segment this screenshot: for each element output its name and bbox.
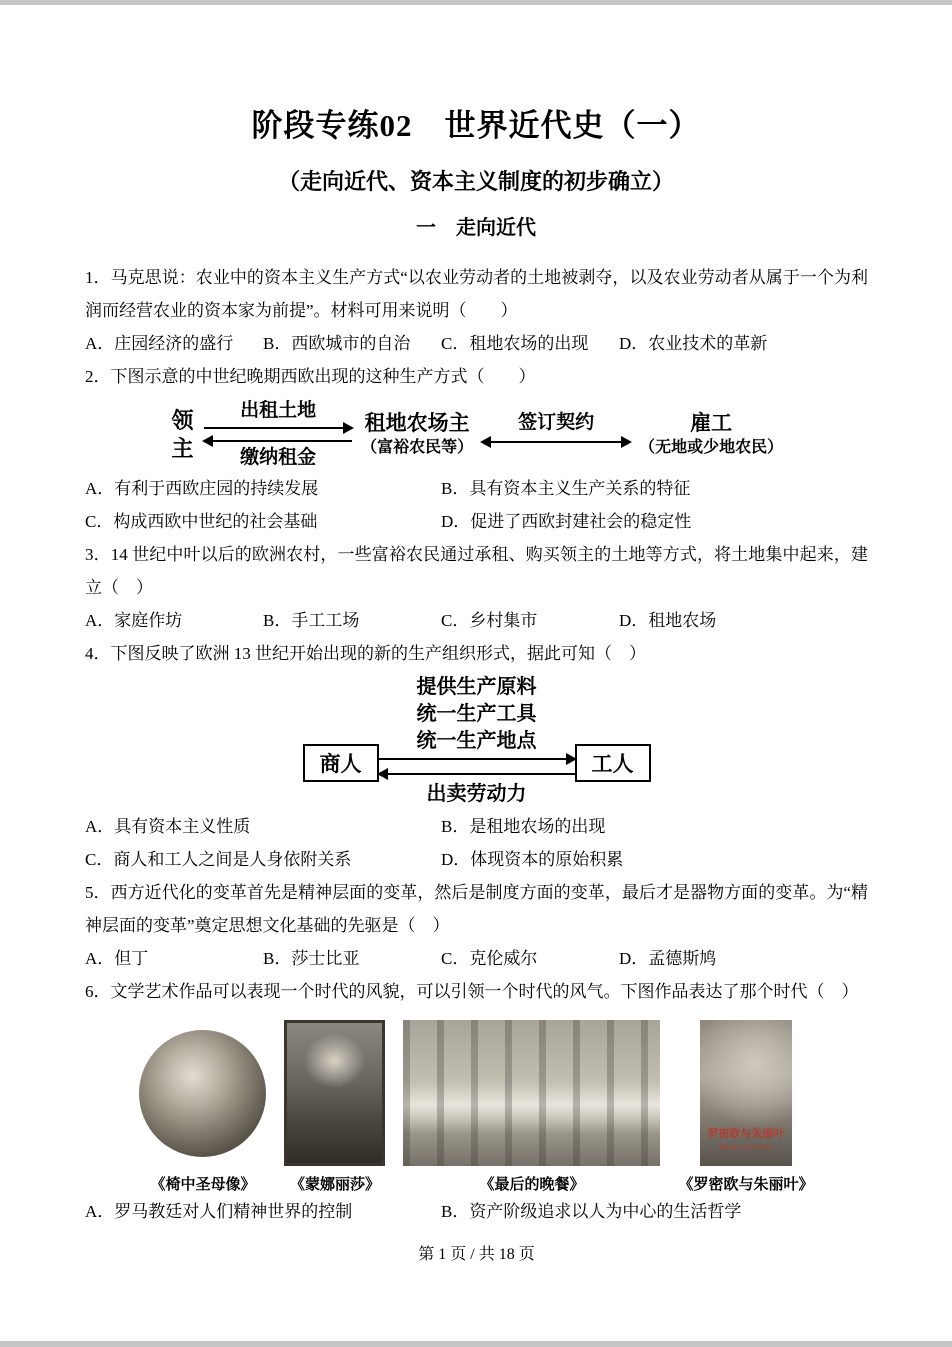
left-arrow-icon <box>204 440 352 442</box>
question-2 <box>85 360 868 538</box>
question-1-stem: 1．马克思说：农业中的资本主义生产方式“以农业劳动者的土地被剥夺，以及农业劳动者从属于一个为利润而经营农业的资本家为前提”。材料可用来说明（ ） <box>85 268 868 321</box>
question-2-options-row-2 <box>85 505 868 538</box>
right-arrow-icon <box>204 427 352 429</box>
last-supper-image <box>403 1020 660 1166</box>
artwork-caption: 《罗密欧与朱丽叶》 <box>678 1177 814 1194</box>
option-c: C．构成西欧中世纪的社会基础 <box>85 512 318 532</box>
exam-content <box>85 261 868 1267</box>
option-d: D．促进了西欧封建社会的稳定性 <box>441 512 692 532</box>
unified-place-label: 统一生产地点 <box>416 730 537 753</box>
sign-contract-label: 签订契约 <box>518 411 595 433</box>
option-c: C．租地农场的出现 <box>441 334 589 354</box>
hired-worker-label: 雇工 <box>690 411 733 436</box>
question-3-options <box>85 604 868 637</box>
diagram-lease-rent-arrows <box>204 399 352 470</box>
mona-lisa-image <box>284 1020 385 1166</box>
pay-rent-label: 缴纳租金 <box>240 447 317 469</box>
question-2-stem: 2．下图示意的中世纪晚期西欧出现的这种生产方式（ ） <box>85 367 536 387</box>
diagram-landlord-label: 领主 <box>171 408 194 461</box>
option-b: B．手工工场 <box>263 611 360 631</box>
diagram-farmer-node <box>361 410 473 459</box>
option-a: A．但丁 <box>85 949 149 969</box>
option-c: C．商人和工人之间是人身依附关系 <box>85 850 352 870</box>
artwork-caption: 《最后的晚餐》 <box>479 1177 585 1194</box>
option-b: B．资产阶级追求以人为中心的生活哲学 <box>441 1202 742 1222</box>
question-5-stem: 5．西方近代化的变革首先是精神层面的变革，然后是制度方面的变革，最后才是器物方面的变革。为“精神层面的变革”奠定思想文化基础的先驱是（ ） <box>85 883 868 936</box>
cover-title-text: 罗密欧与朱丽叶 <box>707 1128 785 1141</box>
artwork-romeo-and-juliet <box>678 1020 813 1195</box>
screen-edge-bottom <box>0 1341 952 1347</box>
question-3 <box>85 538 868 637</box>
artwork-mona-lisa <box>284 1020 385 1195</box>
question-3-stem: 3．14 世纪中叶以后的欧洲农村，一些富裕农民通过承租、购买领主的土地等方式，将土地集中起来，建立（ ） <box>85 545 868 598</box>
question-1-options <box>85 327 868 360</box>
option-c: C．乡村集市 <box>441 611 538 631</box>
question-1 <box>85 261 868 360</box>
tenant-farmer-label: 租地农场主 <box>364 411 470 436</box>
option-c: C．克伦威尔 <box>441 949 538 969</box>
right-arrow-icon <box>379 758 575 760</box>
option-b: B．莎士比亚 <box>263 949 360 969</box>
madonna-of-the-chair-image <box>139 1030 266 1157</box>
option-d: D．农业技术的革新 <box>619 334 768 354</box>
merchant-worker-diagram <box>85 674 868 808</box>
question-4-options-row-2 <box>85 843 868 876</box>
question-6-stem: 6．文学艺术作品可以表现一个时代的风貌，可以引领一个时代的风气。下图作品表达了那个时代（ ） <box>85 982 859 1002</box>
cover-subtitle-text: Romeo and Juliet <box>719 1142 773 1152</box>
question-5-options <box>85 942 868 975</box>
page-title: 阶段专练02 世界近代史（一） <box>251 108 701 143</box>
artwork-last-supper <box>403 1020 660 1195</box>
romeo-and-juliet-cover-image <box>700 1020 792 1166</box>
option-a: A．罗马教廷对人们精神世界的控制 <box>85 1202 353 1222</box>
option-b: B．西欧城市的自治 <box>263 334 411 354</box>
section-heading: 一 走向近代 <box>416 217 536 240</box>
hired-worker-sub-label: （无地或少地农民） <box>639 439 784 457</box>
left-arrow-icon <box>379 773 575 775</box>
diagram-contract-arrow <box>482 411 630 443</box>
question-4-stem: 4．下图反映了欧洲 13 世纪开始出现的新的生产组织形式，据此可知（ ） <box>85 644 646 664</box>
tenant-farmer-sub-label: （富裕农民等） <box>361 439 474 457</box>
option-d: D．孟德斯鸠 <box>619 949 717 969</box>
question-2-options-row-1 <box>85 472 868 505</box>
option-d: D．体现资本的原始积累 <box>441 850 624 870</box>
option-a: A．家庭作坊 <box>85 611 183 631</box>
worker-box: 工人 <box>575 744 651 782</box>
artwork-caption: 《蒙娜丽莎》 <box>289 1177 380 1194</box>
renaissance-artworks-row <box>85 1020 868 1195</box>
option-d: D．租地农场 <box>619 611 717 631</box>
double-arrow-icon <box>482 441 630 443</box>
merchant-provides-labels <box>379 674 575 755</box>
question-4-options-row-1 <box>85 810 868 843</box>
leasehold-farm-diagram <box>85 399 868 470</box>
diagram-middle-column <box>379 674 575 808</box>
merchant-box: 商人 <box>303 744 379 782</box>
sell-labor-label: 出卖劳动力 <box>426 783 527 806</box>
question-6 <box>85 975 868 1228</box>
page-subtitle: （走向近代、资本主义制度的初步确立） <box>277 169 674 195</box>
artwork-caption: 《椅中圣母像》 <box>150 1177 256 1194</box>
question-5 <box>85 876 868 975</box>
artwork-madonna-of-the-chair <box>139 1030 266 1195</box>
diagram-worker-node <box>639 410 783 459</box>
option-a: A．庄园经济的盛行 <box>85 334 234 354</box>
question-6-options <box>85 1195 868 1228</box>
option-b: B．具有资本主义生产关系的特征 <box>441 479 691 499</box>
option-a: A．有利于西欧庄园的持续发展 <box>85 479 319 499</box>
page-footer: 第 1 页 / 共 18 页 <box>418 1246 535 1264</box>
option-b: B．是租地农场的出现 <box>441 817 606 837</box>
lease-land-label: 出租土地 <box>240 400 317 422</box>
option-a: A．具有资本主义性质 <box>85 817 251 837</box>
screen-edge-top <box>0 0 952 5</box>
provide-materials-label: 提供生产原料 <box>416 676 537 699</box>
unified-tools-label: 统一生产工具 <box>416 703 537 726</box>
question-4 <box>85 637 868 876</box>
